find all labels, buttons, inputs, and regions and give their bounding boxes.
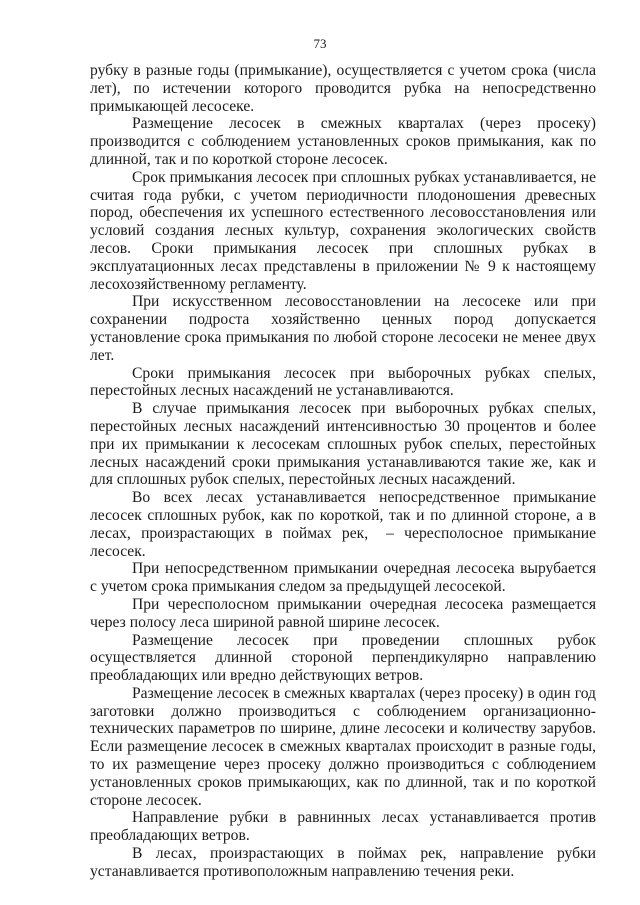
paragraph-8: При непосредственном примыкании очередная лесосека вырубается с учетом срока примыкания следом за предыдущей лесосекой.	[90, 560, 596, 596]
paragraph-4: При искусственном лесовосстановлении на лесосеке или при сохранении подроста хозяйственно ценных пород допускается установление срока примыкания по любой стороне лесосеки не менее двух лет.	[90, 293, 596, 364]
paragraph-12: Направление рубки в равнинных лесах устанавливается против преобладающих ветров.	[90, 809, 596, 845]
paragraph-7-part-2: – чересполосное примыкание лесосек.	[90, 524, 597, 560]
paragraph-7-part-1: Во всех лесах устанавливается непосредственное примыкание лесосек сплошных рубок, как по короткой, так и по длинной стороне, а в лесах, произрастающих в поймах рек,	[90, 489, 596, 542]
paragraph-3: Срок примыкания лесосек при сплошных рубках устанавливается, не считая года рубки, с учетом периодичности плодоношения древесных пород, обеспечения их успешного естественного лесовосстановления или условий создания лесных культур, сохранения экологических свойств лесов. Сроки примыкания лесосек при сплошных рубках в эксплуатационных лесах представлены в приложении № 9 к настоящему лесохозяйственному регламенту.	[90, 168, 596, 293]
paragraph-7	[90, 489, 596, 560]
paragraph-5: Сроки примыкания лесосек при выборочных рубках спелых, перестойных лесных насаждений не устанавливаются.	[90, 364, 596, 400]
paragraph-11: Размещение лесосек в смежных кварталах (через просеку) в один год заготовки должно производиться с соблюдением организационно-технических параметров по ширине, длине лесосеки и количеству зарубов. Если размещение лесосек в смежных кварталах происходит в разные годы, то их размещение через просеку должно производиться с соблюдением установленных сроков примыкающих, как по длинной, так и по короткой стороне лесосек.	[90, 684, 596, 809]
paragraph-2: Размещение лесосек в смежных кварталах (через просеку) производится с соблюдением установленных сроков примыкания, как по длинной, так и по короткой стороне лесосек.	[90, 115, 596, 168]
paragraph-9: При чересполосном примыкании очередная лесосека размещается через полосу леса шириной равной ширине лесосек.	[90, 595, 596, 631]
paragraph-10: Размещение лесосек при проведении сплошных рубок осуществляется длинной стороной перпендикулярно направлению преобладающих или вредно действующих ветров.	[90, 631, 596, 685]
paragraph-6: В случае примыкания лесосек при выборочных рубках спелых, перестойных лесных насаждений интенсивностью 30 процентов и более при их примыкании к лесосекам сплошных рубок спелых, перестойных лесных насаждений сроки примыкания устанавливаются такие же, как и для сплошных рубок спелых, перестойных лесных насаждений.	[90, 400, 596, 489]
paragraph-1: рубку в разные годы (примыкание), осуществляется с учетом срока (числа лет), по истечении которого проводится рубка на непосредственно примыкающей лесосеке.	[90, 62, 596, 115]
paragraph-13: В лесах, произрастающих в поймах рек, направление рубки устанавливается противоположным направлению течения реки.	[90, 845, 596, 880]
page-number: 73	[313, 36, 327, 51]
body-text	[90, 62, 596, 881]
